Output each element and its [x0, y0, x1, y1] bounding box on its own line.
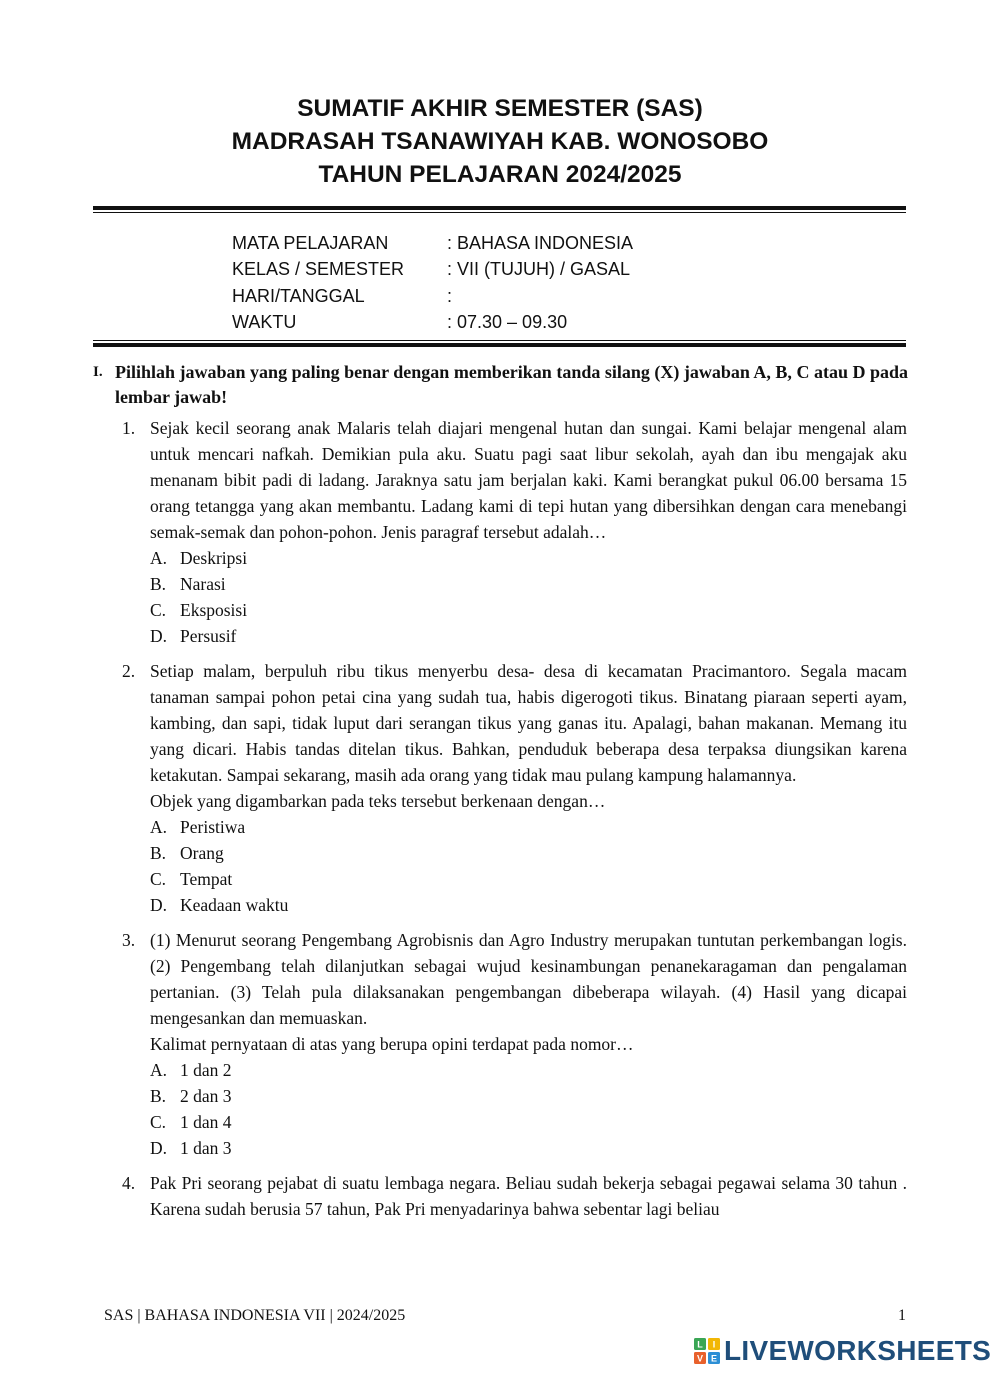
option-c[interactable]	[150, 1109, 907, 1135]
page-footer-label: SAS | BAHASA INDONESIA VII | 2024/2025	[104, 1307, 406, 1324]
question-prompt: Kalimat pernyataan di atas yang berupa opini terdapat pada nomor…	[150, 1034, 634, 1054]
option-letter: D.	[150, 1138, 168, 1158]
option-text: 2 dan 3	[180, 1086, 232, 1106]
option-d[interactable]	[150, 1135, 907, 1161]
info-row-date	[232, 283, 633, 309]
option-text: Eksposisi	[180, 600, 248, 620]
option-text: Tempat	[180, 869, 233, 889]
brand-text: LIVEWORKSHEETS	[724, 1335, 992, 1366]
option-b[interactable]	[150, 571, 907, 597]
option-letter: D.	[150, 626, 168, 646]
section-number: I.	[93, 364, 103, 380]
question-prompt: Objek yang digambarkan pada teks tersebut berkenaan dengan…	[150, 791, 606, 811]
option-text: Peristiwa	[180, 817, 246, 837]
question-2	[122, 658, 907, 918]
question-text: Pak Pri seorang pejabat di suatu lembaga negara. Beliau sudah bekerja sebagai pegawai selama 30 tahun . Karena sudah berusia 57 tahun, Pak Pri menyadarinya bahwa sebentar lagi beliau	[150, 1173, 907, 1219]
option-letter: B.	[150, 843, 167, 863]
option-text: Persusif	[180, 626, 237, 646]
info-value: : VII (TUJUH) / GASAL	[447, 259, 631, 280]
header-school: MADRASAH TSANAWIYAH KAB. WONOSOBO	[231, 128, 769, 155]
info-row-subject	[232, 230, 633, 256]
page-number: 1	[898, 1307, 906, 1324]
liveworksheets-logo-icon	[694, 1338, 720, 1364]
exam-info	[232, 230, 633, 335]
option-a[interactable]	[150, 1057, 907, 1083]
info-row-class	[232, 256, 633, 282]
option-text: 1 dan 2	[180, 1060, 232, 1080]
question-3	[122, 927, 907, 1161]
option-text: 1 dan 4	[180, 1112, 232, 1132]
option-letter: B.	[150, 574, 167, 594]
info-value: :	[447, 285, 453, 306]
logo-letter: E	[710, 1353, 718, 1364]
option-a[interactable]	[150, 545, 907, 571]
question-number: 4.	[122, 1173, 136, 1193]
question-text: Sejak kecil seorang anak Malaris telah diajari mengenal hutan dan sungai. Kami belajar mengenal alam untuk mencari nafkah. Demikian pula aku. Suatu pagi saat libur sekolah, ayah dan ibu mengajak aku menanam bibit padi di ladang. Jaraknya satu jam berjalan kaki. Kami berangkat pukul 06.00 bersama 15 orang tetangga yang akan membantu. Ladang kami di tepi hutan yang dibersihkan dengan cara menebangi semak-semak dan pohon-pohon. Jenis paragraf tersebut adalah…	[150, 418, 907, 542]
question-text: (1) Menurut seorang Pengembang Agrobisnis dan Agro Industry merupakan tuntutan perkembangan logis. (2) Pengembang telah dilanjutkan sebagai wujud kesinambungan penanekaragaman dan pengalaman pertanian. (3) Telah pula dilaksanakan pengembangan dibeberapa wilayah. (4) Hasil yang dicapai mengesankan dan memuaskan.	[150, 930, 907, 1028]
option-d[interactable]	[150, 892, 907, 918]
option-c[interactable]	[150, 866, 907, 892]
info-label: KELAS / SEMESTER	[232, 259, 405, 280]
logo-letter: V	[696, 1353, 704, 1364]
option-b[interactable]	[150, 840, 907, 866]
header-year: TAHUN PELAJARAN 2024/2025	[318, 161, 682, 188]
info-label: MATA PELAJARAN	[232, 233, 389, 253]
answer-options	[150, 814, 907, 918]
option-letter: C.	[150, 1112, 167, 1132]
info-value: : 07.30 – 09.30	[447, 311, 568, 332]
liveworksheets-brand	[694, 1335, 991, 1367]
option-letter: A.	[150, 817, 168, 837]
option-c[interactable]	[150, 597, 907, 623]
logo-letter: I	[712, 1339, 716, 1350]
info-divider-thick	[93, 343, 906, 347]
answer-options	[150, 1057, 907, 1161]
option-text: Keadaan waktu	[180, 895, 289, 915]
section-instruction	[93, 360, 908, 410]
option-letter: B.	[150, 1086, 167, 1106]
option-text: 1 dan 3	[180, 1138, 232, 1158]
header-title: SUMATIF AKHIR SEMESTER (SAS)	[297, 95, 703, 122]
page-header	[0, 92, 1000, 191]
option-b[interactable]	[150, 1083, 907, 1109]
option-letter: A.	[150, 548, 168, 568]
instruction-text: Pilihlah jawaban yang paling benar dengan memberikan tanda silang (X) jawaban A, B, C atau D pada lembar jawab!	[115, 362, 908, 407]
question-number: 3.	[122, 930, 136, 950]
question-4	[122, 1170, 907, 1222]
option-letter: C.	[150, 600, 167, 620]
question-list	[122, 415, 907, 1231]
option-letter: A.	[150, 1060, 168, 1080]
header-divider-thick	[93, 206, 906, 210]
question-number: 2.	[122, 661, 136, 681]
option-text: Narasi	[180, 574, 226, 594]
option-d[interactable]	[150, 623, 907, 649]
option-text: Orang	[180, 843, 224, 863]
info-divider-thin	[93, 340, 906, 341]
header-divider-thin	[93, 212, 906, 213]
question-text: Setiap malam, berpuluh ribu tikus menyerbu desa- desa di kecamatan Pracimantoro. Segala macam tanaman sampai pohon petai cina yang sudah tua, habis digerogoti tikus. Binatang piaraan seperti ayam, kambing, dan sapi, tidak luput dari serangan tikus yang ganas itu. Apalagi, bahan makanan. Memang itu yang dicari. Habis tandas ditelan tikus. Bahkan, penduduk beberapa desa terpaksa diungsikan karena ketakutan. Sampai sekarang, masih ada orang yang tidak mau pulang kampung halamannya.	[150, 661, 907, 785]
option-a[interactable]	[150, 814, 907, 840]
option-text: Deskripsi	[180, 548, 248, 568]
option-letter: C.	[150, 869, 167, 889]
info-row-time	[232, 309, 633, 335]
question-1	[122, 415, 907, 649]
info-label: WAKTU	[232, 311, 297, 332]
info-label: HARI/TANGGAL	[232, 285, 365, 306]
logo-letter: L	[697, 1339, 703, 1350]
question-number: 1.	[122, 418, 136, 438]
info-value: : BAHASA INDONESIA	[447, 233, 634, 253]
option-letter: D.	[150, 895, 168, 915]
answer-options	[150, 545, 907, 649]
